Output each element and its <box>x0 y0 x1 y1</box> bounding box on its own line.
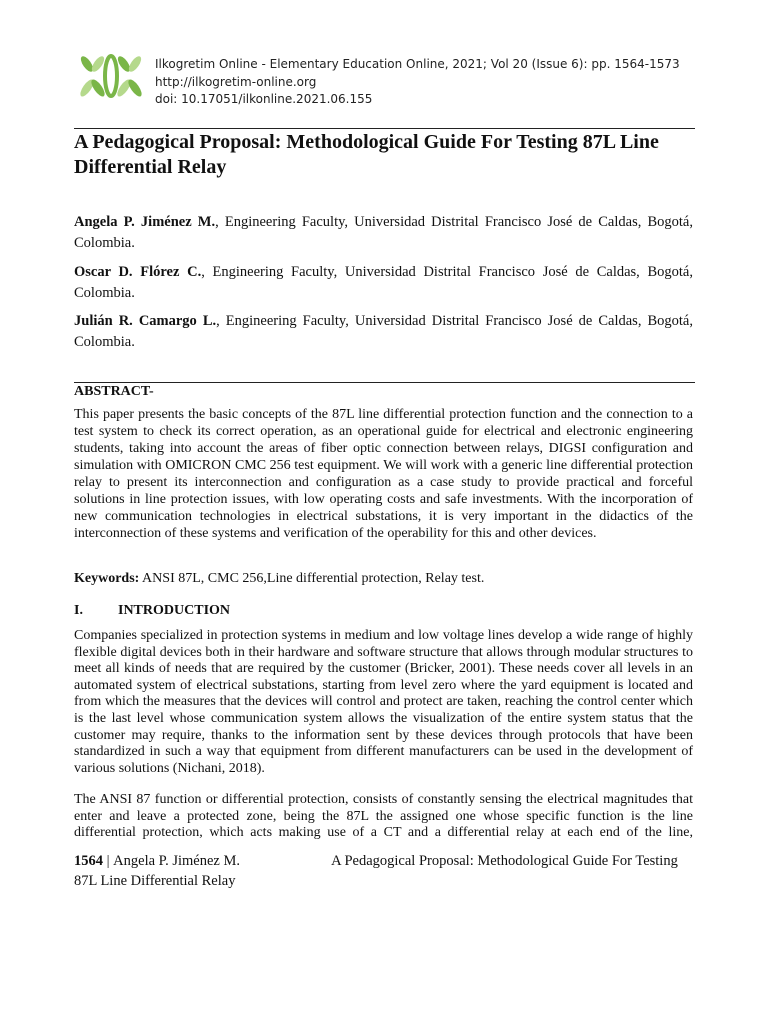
page-footer <box>74 851 693 891</box>
abstract-body: This paper presents the basic concepts of the 87L line differential protection function and the connection to a test system to check its correct operation, as an operational guide for electrical and electronic engineering students, taking into account the areas of fiber optic connection between relays, DIGSI configuration and simulation with OMICRON CMC 256 test equipment. We will work with a generic line differential protection relay to present its interconnection and configuration as a case study to provide practical and forceful solutions in line protection issues, with low operating costs and safe investments. With the incorporation of new communication technologies in electrical substations, it is very important in the didactics of the interconnection of these systems and verification of the operability for this and other devices. <box>74 407 693 541</box>
author-name: Oscar D. Flórez C. <box>74 263 202 280</box>
author-entry <box>74 311 693 353</box>
author-affiliation: , Engineering Faculty, Universidad Distrital Francisco José de Caldas, Bogotá, Colombia. <box>74 214 693 251</box>
footer-separator: | <box>103 853 114 869</box>
journal-citation: Ilkogretim Online - Elementary Education Online, 2021; Vol 20 (Issue 6): pp. 1564-1573 <box>155 57 680 71</box>
journal-info <box>155 56 680 109</box>
journal-header <box>78 50 698 110</box>
page-number: 1564 <box>74 853 103 869</box>
body-paragraph: The ANSI 87 function or differential protection, consists of constantly sensing the electrical magnitudes that enter and leave a protected zone, being the 87L the assigned one whose specific function is the line differential protection, which acts making use of a CT and a differential relay at each end of the line, <box>74 792 693 841</box>
body-paragraph: Companies specialized in protection systems in medium and low voltage lines develop a wide range of highly flexible digital devices both in their hardware and software structure that allows through modular structures to meet all kinds of needs that are required by the customer (Bricker, 2001). These needs cover all levels in an automated system of electrical substations, starting from level zero where the yard equipment is located and from which the measures that the devices will control and protect are taken, reaching the control center which is the last level whose communication system allows the visualization of the entire system status that the customer may require, thanks to the information sent by these devices through protocols that have been standardized in such a way that equipment from different manufacturers can be used in the development of various solutions (Nichani, 2018). <box>74 628 693 776</box>
author-affiliation: , Engineering Faculty, Universidad Distrital Francisco José de Caldas, Bogotá, Colombia. <box>74 263 693 301</box>
abstract-top-rule <box>74 382 695 383</box>
section-heading <box>74 603 230 619</box>
author-affiliation: , Engineering Faculty, Universidad Distrital Francisco José de Caldas, Bogotá, Colombia. <box>74 313 693 350</box>
journal-doi: doi: 10.17051/ilkonline.2021.06.155 <box>155 92 373 106</box>
journal-url-link[interactable]: http://ilkogretim-online.org <box>155 74 317 89</box>
paper-title: A Pedagogical Proposal: Methodological Guide For Testing 87L Line Differential Relay <box>74 131 659 178</box>
author-entry <box>74 262 693 304</box>
author-list <box>74 212 693 361</box>
section-number: I. <box>74 603 83 618</box>
keywords-text: ANSI 87L, CMC 256,Line differential protection, Relay test. <box>139 571 485 586</box>
keywords <box>74 571 484 587</box>
keywords-label: Keywords: <box>74 571 140 586</box>
journal-logo-icon <box>78 52 144 102</box>
abstract-heading: ABSTRACT- <box>74 384 154 399</box>
footer-title-line2: 87L Line Differential Relay <box>74 873 236 889</box>
author-entry <box>74 212 693 254</box>
author-name: Angela P. Jiménez M. <box>74 214 216 230</box>
footer-title-line1: A Pedagogical Proposal: Methodological Guide For Testing <box>331 853 678 869</box>
section-title: INTRODUCTION <box>118 603 231 618</box>
title-top-rule <box>74 128 695 129</box>
author-name: Julián R. Camargo L. <box>74 313 217 329</box>
footer-author: Angela P. Jiménez M. <box>113 853 241 869</box>
